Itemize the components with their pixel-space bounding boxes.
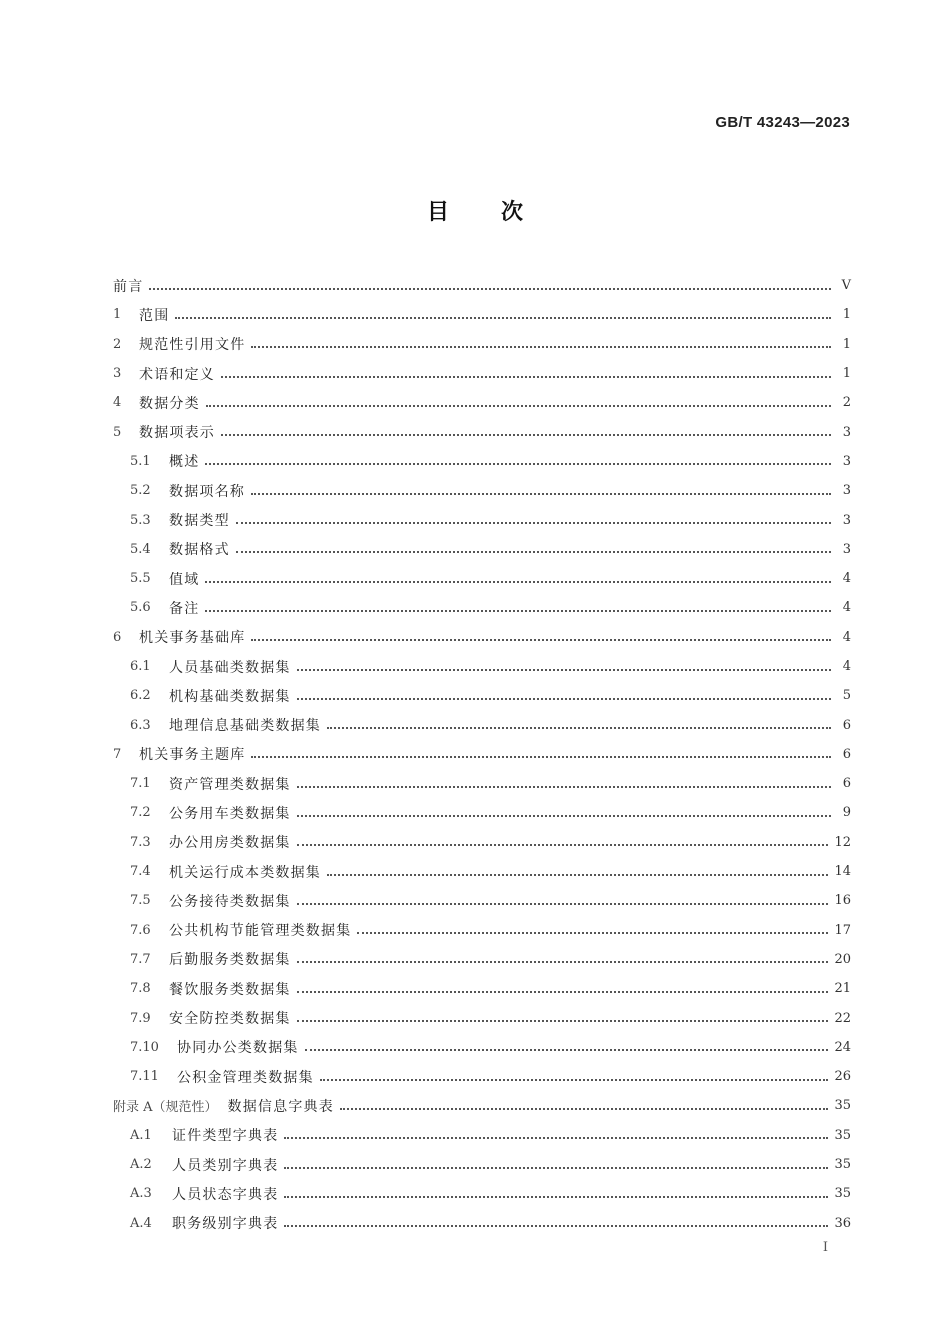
toc-entry-number: 7.11: [130, 1069, 159, 1085]
toc-entry-title: 人员类别字典表: [172, 1157, 279, 1174]
toc-entry[interactable]: [113, 359, 851, 388]
toc-dot-leader: [284, 1137, 828, 1139]
toc-entry-title: 值域: [169, 571, 200, 588]
toc-entry[interactable]: [113, 740, 851, 769]
toc-entry-page: 3: [842, 483, 851, 499]
toc-entry[interactable]: [113, 1003, 851, 1032]
toc-entry-title: 数据项名称: [169, 483, 245, 500]
toc-entry-title: 术语和定义: [139, 366, 215, 383]
toc-dot-leader: [251, 346, 831, 348]
toc-entry-number: 2: [113, 336, 122, 352]
toc-entry-title: 范围: [139, 307, 170, 324]
toc-dot-leader: [305, 1049, 829, 1051]
toc-entry-page: 6: [842, 717, 851, 733]
toc-entry-page: 36: [834, 1215, 851, 1231]
toc-entry-number: 6: [113, 629, 122, 645]
toc-entry-number: 附录 A（规范性）: [113, 1100, 218, 1116]
toc-entry[interactable]: [113, 886, 851, 915]
toc-entry-page: 4: [842, 659, 851, 674]
toc-entry-title: 后勤服务类数据集: [169, 952, 291, 969]
toc-entry[interactable]: [113, 300, 851, 329]
toc-entry-title: 机关事务基础库: [139, 630, 246, 647]
toc-entry-page: 1: [842, 307, 851, 323]
toc-entry-page: 6: [842, 746, 851, 762]
toc-entry-number: 5.2: [130, 483, 151, 499]
toc-entry-title: 公务接待类数据集: [169, 893, 291, 910]
toc-dot-leader: [284, 1167, 828, 1169]
toc-dot-leader: [221, 376, 831, 378]
toc-dot-leader: [175, 317, 831, 319]
toc-entry-title: 公积金管理类数据集: [177, 1069, 314, 1086]
toc-entry-page: 3: [842, 453, 851, 469]
toc-entry-number: 5.6: [130, 600, 151, 616]
toc-entry-page: 5: [842, 688, 851, 704]
toc-entry-number: 7.9: [130, 1010, 151, 1026]
toc-entry[interactable]: [113, 945, 851, 974]
toc-entry-page: 16: [834, 893, 851, 909]
toc-entry[interactable]: [113, 1033, 851, 1062]
toc-entry-page: 17: [834, 922, 851, 938]
toc-entry-number: 1: [113, 307, 122, 323]
toc-entry[interactable]: [113, 388, 851, 417]
toc-entry-number: 7.5: [130, 893, 151, 909]
toc-entry[interactable]: [113, 857, 851, 886]
toc-entry[interactable]: [113, 535, 851, 564]
toc-entry-page: 3: [842, 541, 851, 557]
toc-entry-page: 35: [834, 1186, 851, 1202]
toc-dot-leader: [297, 786, 831, 788]
toc-entry[interactable]: [113, 1150, 851, 1179]
toc-entry-title: 数据格式: [169, 542, 230, 559]
toc-entry-number: A.1: [130, 1127, 152, 1143]
toc-entry[interactable]: [113, 623, 851, 652]
toc-entry-title: 资产管理类数据集: [169, 776, 291, 793]
toc-entry[interactable]: [113, 769, 851, 798]
toc-entry-title: 前言: [113, 278, 144, 295]
toc-entry-page: 9: [842, 805, 851, 821]
toc-entry-page: 1: [842, 366, 851, 382]
toc-entry[interactable]: [113, 974, 851, 1003]
toc-entry[interactable]: [113, 330, 851, 359]
toc-entry-number: 7.7: [130, 951, 151, 967]
toc-dot-leader: [327, 727, 831, 729]
toc-entry-page: 35: [834, 1098, 851, 1114]
toc-entry-number: 7.6: [130, 922, 151, 938]
toc-entry[interactable]: [113, 916, 851, 945]
toc-entry[interactable]: [113, 828, 851, 857]
toc-entry-page: 3: [842, 424, 851, 440]
toc-entry-page: 3: [842, 512, 851, 528]
table-of-contents: [113, 271, 851, 1238]
toc-dot-leader: [205, 610, 831, 612]
toc-entry[interactable]: [113, 271, 851, 300]
toc-dot-leader: [205, 581, 831, 583]
toc-dot-leader: [284, 1196, 828, 1198]
toc-entry-title: 规范性引用文件: [139, 337, 246, 354]
toc-entry-number: 7.8: [130, 981, 151, 997]
toc-entry[interactable]: [113, 447, 851, 476]
toc-entry-title: 协同办公类数据集: [177, 1040, 299, 1057]
toc-entry-title: 备注: [169, 600, 200, 617]
toc-entry-page: 26: [834, 1069, 851, 1085]
toc-entry-number: A.4: [130, 1215, 152, 1231]
toc-entry-title: 安全防控类数据集: [169, 1011, 291, 1028]
toc-dot-leader: [251, 756, 831, 758]
toc-dot-leader: [297, 961, 829, 963]
toc-entry-page: 4: [842, 600, 851, 616]
toc-dot-leader: [297, 991, 829, 993]
toc-dot-leader: [340, 1108, 829, 1110]
toc-entry-number: 7.10: [130, 1039, 159, 1055]
toc-entry-number: 7: [113, 746, 122, 762]
toc-entry-number: 5: [113, 424, 122, 440]
toc-entry-number: 6.2: [130, 688, 151, 704]
toc-entry-page: 22: [834, 1010, 851, 1026]
toc-dot-leader: [297, 669, 831, 671]
toc-entry-title: 证件类型字典表: [172, 1128, 279, 1145]
toc-dot-leader: [357, 932, 828, 934]
toc-entry-page: 1: [842, 336, 851, 352]
toc-dot-leader: [236, 551, 831, 553]
toc-entry-page: 35: [834, 1157, 851, 1173]
toc-entry[interactable]: [113, 1062, 851, 1091]
toc-entry-page: 14: [834, 864, 851, 880]
toc-entry-number: 7.4: [130, 864, 151, 880]
toc-entry-page: 4: [842, 629, 851, 645]
toc-entry-title: 数据类型: [169, 513, 230, 530]
toc-entry-title: 公务用车类数据集: [169, 805, 291, 822]
toc-entry[interactable]: [113, 710, 851, 739]
toc-dot-leader: [251, 639, 831, 641]
toc-entry-title: 数据分类: [139, 395, 200, 412]
toc-dot-leader: [149, 288, 831, 290]
toc-entry-title: 餐饮服务类数据集: [169, 981, 291, 998]
toc-entry-number: 5.1: [130, 453, 151, 469]
toc-entry[interactable]: [113, 1121, 851, 1150]
toc-entry-page: 12: [834, 834, 851, 850]
toc-entry-page: 20: [834, 951, 851, 967]
toc-entry[interactable]: [113, 1179, 851, 1208]
toc-entry[interactable]: [113, 1209, 851, 1238]
toc-entry-page: 4: [842, 571, 851, 587]
toc-dot-leader: [297, 698, 831, 700]
toc-entry-number: 7.2: [130, 805, 151, 821]
toc-entry[interactable]: [113, 1091, 851, 1120]
toc-entry-title: 办公用房类数据集: [169, 835, 291, 852]
toc-entry-title: 机关事务主题库: [139, 747, 246, 764]
toc-entry-number: 5.4: [130, 541, 151, 557]
toc-entry-title: 机关运行成本类数据集: [169, 864, 321, 881]
toc-entry-page: 24: [834, 1039, 851, 1055]
toc-entry-number: 7.3: [130, 834, 151, 850]
toc-entry-title: 公共机构节能管理类数据集: [169, 923, 352, 940]
toc-dot-leader: [206, 405, 831, 407]
toc-dot-leader: [297, 815, 831, 817]
toc-dot-leader: [251, 493, 831, 495]
toc-entry-title: 人员状态字典表: [172, 1186, 279, 1203]
page-title: 目次: [426, 200, 575, 225]
toc-entry-number: 5.5: [130, 571, 151, 587]
toc-entry-title: 数据项表示: [139, 425, 215, 442]
standard-code: GB/T 43243—2023: [715, 114, 850, 131]
toc-dot-leader: [297, 903, 829, 905]
toc-entry-title: 数据信息字典表: [227, 1098, 334, 1115]
toc-entry[interactable]: [113, 505, 851, 534]
toc-dot-leader: [320, 1079, 829, 1081]
toc-entry[interactable]: [113, 417, 851, 446]
page-number: I: [822, 1240, 828, 1255]
toc-entry-number: 4: [113, 395, 122, 411]
toc-entry-page: 21: [834, 981, 851, 997]
toc-entry-page: 6: [842, 776, 851, 792]
toc-entry[interactable]: [113, 564, 851, 593]
toc-entry[interactable]: [113, 652, 851, 681]
toc-dot-leader: [327, 874, 828, 876]
toc-entry-number: 6.1: [130, 659, 151, 674]
toc-dot-leader: [297, 844, 829, 846]
toc-entry-title: 职务级别字典表: [172, 1216, 279, 1233]
toc-entry[interactable]: [113, 681, 851, 710]
toc-entry-title: 人员基础类数据集: [169, 659, 291, 676]
toc-entry-page: 2: [842, 395, 851, 411]
toc-entry[interactable]: [113, 798, 851, 827]
toc-entry-title: 机构基础类数据集: [169, 688, 291, 705]
toc-entry-title: 概述: [169, 454, 200, 471]
toc-entry-title: 地理信息基础类数据集: [169, 718, 321, 735]
toc-entry[interactable]: [113, 476, 851, 505]
toc-entry-number: A.3: [130, 1186, 152, 1202]
toc-dot-leader: [236, 522, 831, 524]
toc-entry-number: 5.3: [130, 512, 151, 528]
toc-dot-leader: [205, 463, 831, 465]
toc-entry-number: 3: [113, 366, 122, 382]
toc-entry-number: A.2: [130, 1157, 152, 1173]
toc-dot-leader: [284, 1225, 828, 1227]
toc-entry[interactable]: [113, 593, 851, 622]
toc-entry-page: 35: [834, 1127, 851, 1143]
toc-dot-leader: [221, 434, 831, 436]
toc-entry-number: 6.3: [130, 717, 151, 733]
toc-entry-page: V: [841, 278, 851, 294]
toc-entry-number: 7.1: [130, 776, 151, 792]
toc-dot-leader: [297, 1020, 829, 1022]
